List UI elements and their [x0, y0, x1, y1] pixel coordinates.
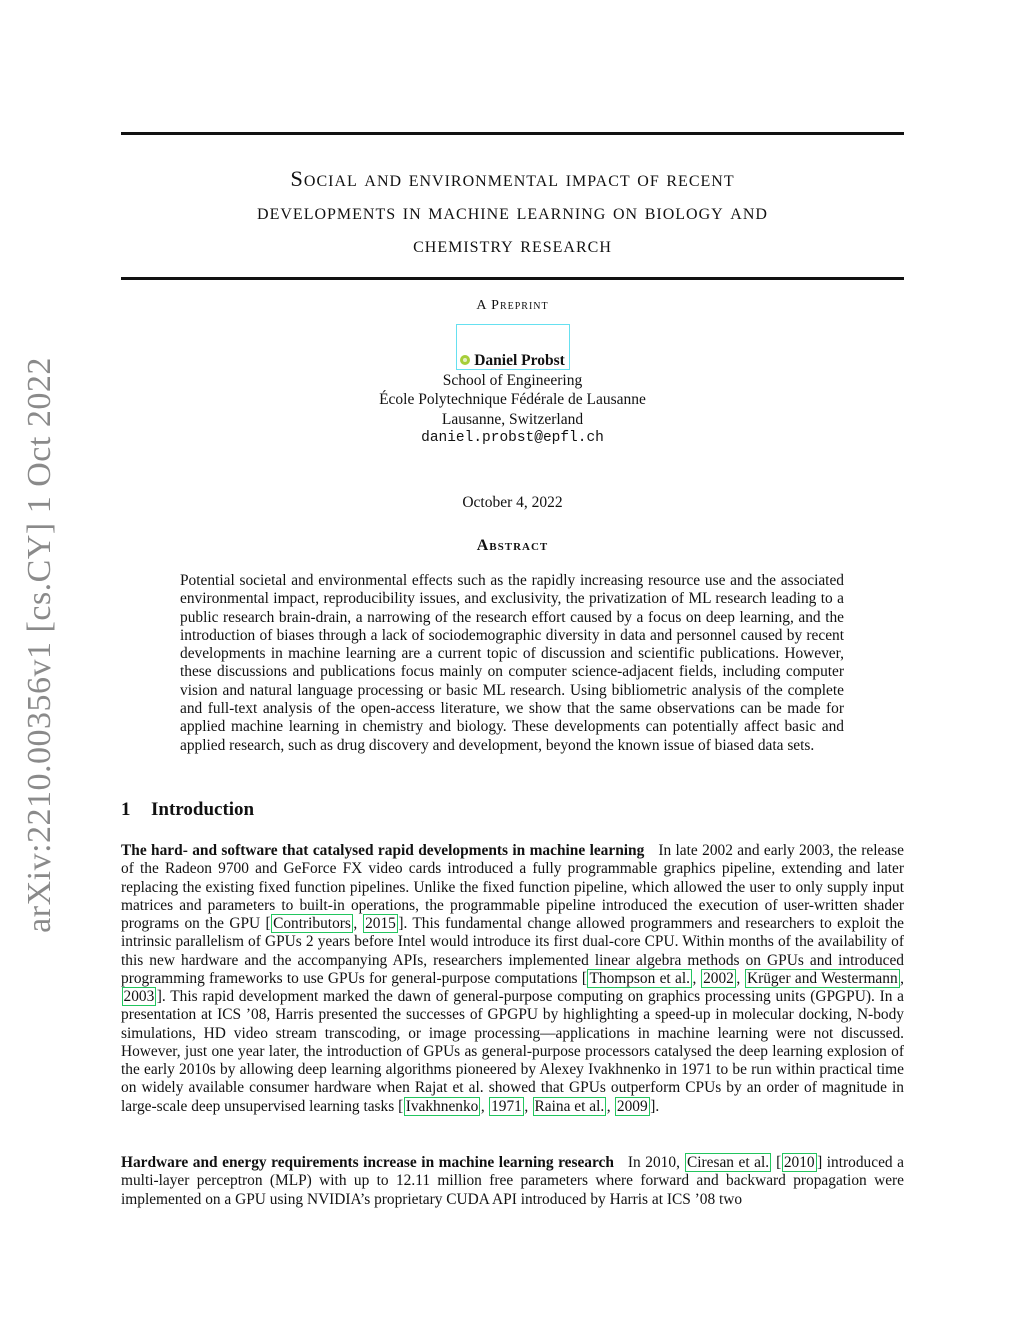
author-email[interactable]: daniel.probst@epfl.ch: [421, 430, 604, 446]
citation-link[interactable]: 2009: [616, 1097, 648, 1115]
citation-link[interactable]: Ciresan et al.: [686, 1154, 770, 1171]
paragraph-hardware-software: The hard- and software that catalysed rapid developments in machine learning In late 2002 and early 2003, the release of the Radeon 9700 and GeForce FX video cards introduced a fully programmable graphics pipeline, extending and later replacing the existing fixed function pipelines. Unlike the fixed function pipeline, which allowed the user to only supply input matrices and parameters to built-in operations, the programmable pipeline introduced the execution of user-written shader programs on the GPU [ Contributors , 2015 ]. This fundamental change allowed programmers and researchers to exploit the intrinsic parallelism of GPUs 2 years before Intel would introduce its first dual-core CPU. Within months of the availability of this new hardware and the accompanying APIs, researchers implemented linear algebra methods on GPUs and introduced programming frameworks to use GPUs for general-purpose computations [ Thompson et al. , 2002 , Krüger and Westermann , 2003 ]. This rapid development marked the dawn of general-purpose computing on graphics processing units (GPGPU). In a presentation at ICS ’08, Harris presented the successes of GPGPU by highlighting a speed-up in molecular docking, N-body simulations, HD video stream transcoding, or image processing—applications in machine learning were not discussed. However, just one year later, the introduction of GPUs as general-purpose processors catalysed the deep learning explosion of the early 2010s by allowing deep learning algorithms pioneered by Alexey Ivakhnenko in 1971 to be run within practical time on widely available consumer hardware when Rajat et al. showed that GPUs outperform CPUs by an order of magnitude in large-scale deep unsupervised learning tasks [ Ivakhnenko , 1971 , Raina et al. , 2009 ].: [121, 842, 904, 1115]
citation-link[interactable]: 2015: [365, 915, 396, 932]
author-name[interactable]: Daniel Probst: [474, 352, 565, 369]
citation-link[interactable]: Raina et al.: [534, 1097, 605, 1115]
citation-link[interactable]: 1971: [491, 1097, 522, 1115]
citation-link[interactable]: Contributors: [273, 915, 351, 932]
author-affiliation-institution: École Polytechnique Fédérale de Lausanne: [379, 391, 646, 408]
title-line-1: Social and environmental impact of recent: [290, 166, 735, 191]
title-bottom-rule: [121, 277, 904, 280]
citation-link[interactable]: 2002: [703, 969, 734, 987]
arxiv-identifier: arXiv:2210.00356v1 [cs.CY] 1 Oct 2022: [21, 357, 58, 933]
author-affiliation-school: School of Engineering: [442, 371, 583, 389]
paragraph-lead: Hardware and energy requirements increase in machine learning research: [121, 1154, 614, 1171]
citation-link[interactable]: Krüger and Westermann: [747, 969, 898, 987]
author-location: Lausanne, Switzerland: [441, 410, 584, 428]
orcid-icon[interactable]: [460, 355, 470, 365]
author-block: [121, 351, 904, 449]
paragraph-lead: The hard- and software that catalysed rapid developments in machine learning: [121, 842, 645, 859]
abstract-text: Potential societal and environmental effects such as the rapidly increasing resource use and the associated environmental impact, reproducibility issues, and exclusivity, the privatization of ML research leading to a public research brain-drain, a narrowing of the research effort caused by a focus on deep learning, and the introduction of biases through a lack of sociodemographic diversity in data and personnel caused by recent developments in machine learning are a current topic of discussion and scientific publications. However, these discussions and publications focus mainly on computer science-adjacent fields, including computer vision and natural language processing or basic ML research. Using bibliometric analysis of the complete and full-text analysis of the open-access literature, we show that the same observations can be made for applied machine learning in chemistry and biology. These developments can potentially affect basic and applied research, such as drug discovery and development, beyond the known issue of biased data sets.: [180, 572, 844, 754]
title-line-2: developments in machine learning on biology and: [257, 199, 768, 224]
section-title: Introduction: [151, 799, 255, 820]
title-top-rule: [121, 132, 904, 135]
paragraph-hardware-energy: Hardware and energy requirements increase in machine learning research In 2010, Ciresan et al. [ 2010 ] introduced a multi-layer perceptron (MLP) with up to 12.11 million free parameters where forward and backward propagation were implemented on a GPU using NVIDIA’s proprietary CUDA API introduced by Harris at ICS ’08 two: [121, 1154, 904, 1208]
citation-link[interactable]: 2010: [783, 1154, 815, 1171]
preprint-label: A Preprint: [476, 298, 549, 313]
citation-link[interactable]: Thompson et al.: [589, 969, 690, 987]
title-line-3: chemistry research: [413, 232, 612, 257]
citation-link[interactable]: 2003: [123, 988, 155, 1005]
abstract-heading: Abstract: [476, 537, 549, 554]
section-number: 1: [121, 799, 131, 820]
publication-date: October 4, 2022: [462, 494, 563, 511]
paper-title: [121, 162, 904, 261]
section-heading: [121, 799, 254, 821]
citation-link[interactable]: Ivakhnenko: [405, 1097, 479, 1115]
